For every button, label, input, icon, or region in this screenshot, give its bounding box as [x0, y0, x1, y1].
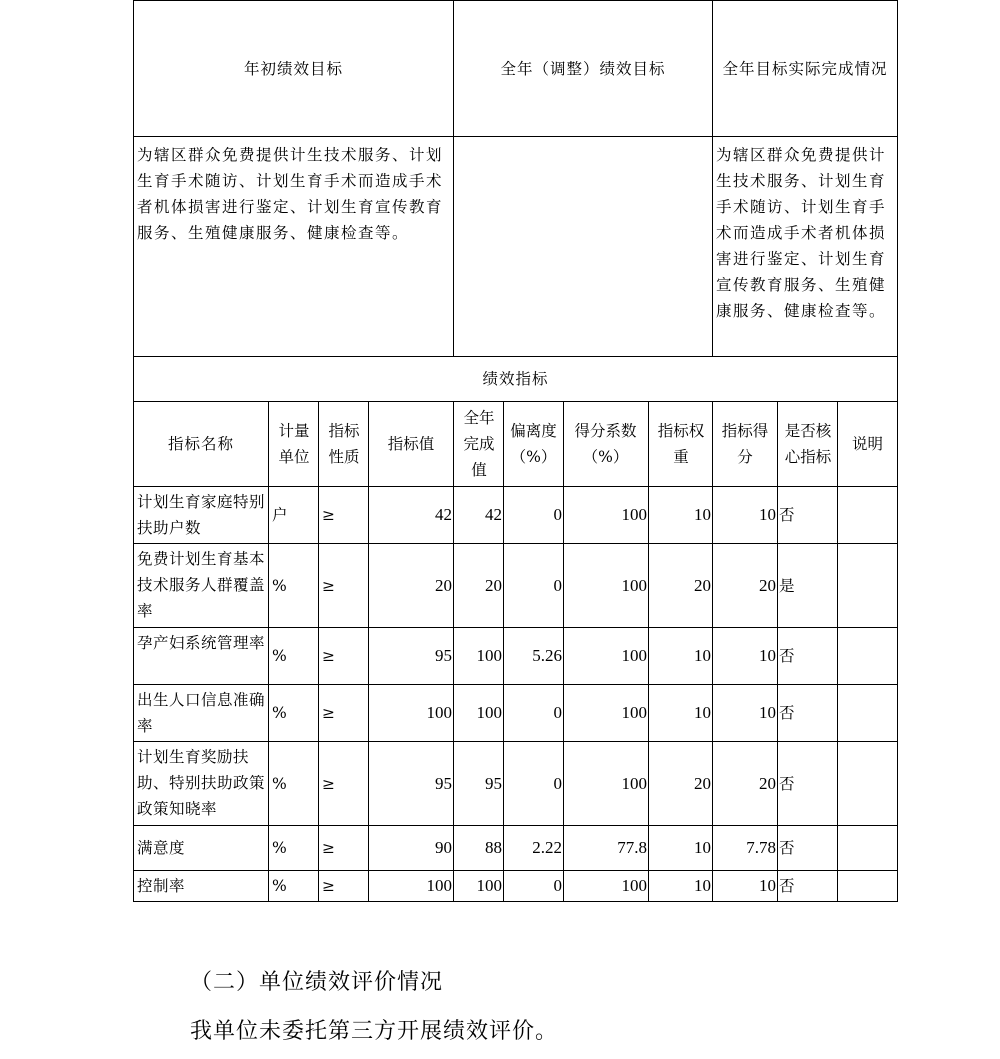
row-coefficient: 77.8 — [617, 838, 647, 857]
row-nature: ≥ — [322, 839, 335, 857]
row-unit: % — [272, 877, 287, 895]
row-score: 7.78 — [746, 838, 776, 857]
row-score: 10 — [759, 876, 776, 895]
row-weight: 10 — [694, 703, 711, 722]
row-coefficient: 100 — [621, 505, 647, 524]
row-target: 100 — [426, 876, 452, 895]
row-note — [838, 544, 897, 627]
row-actual: 100 — [476, 646, 502, 665]
row-unit: % — [272, 839, 287, 857]
row-target: 95 — [435, 773, 452, 793]
row-note — [838, 871, 897, 901]
row-weight: 20 — [694, 773, 711, 793]
row-deviation: 5.26 — [532, 646, 562, 665]
row-core: 否 — [779, 506, 795, 524]
row-core: 否 — [779, 647, 795, 665]
col-actual: 全年完成值 — [463, 409, 495, 479]
row-weight: 10 — [694, 505, 711, 524]
col-unit: 计量单位 — [278, 422, 310, 466]
row-name: 免费计划生育基本技术服务人群覆盖率 — [137, 550, 266, 620]
row-nature: ≥ — [322, 774, 335, 793]
row-deviation: 0 — [553, 876, 562, 895]
row-core: 否 — [779, 877, 795, 895]
row-core: 是 — [779, 576, 795, 595]
col-score: 指标得分 — [721, 422, 769, 466]
header-actual-completion: 全年目标实际完成情况 — [722, 59, 888, 78]
header-initial-goal: 年初绩效目标 — [243, 59, 343, 78]
row-target: 90 — [435, 838, 452, 857]
col-target: 指标值 — [387, 435, 435, 453]
row-score: 10 — [759, 646, 776, 665]
row-coefficient: 100 — [621, 773, 647, 793]
row-weight: 20 — [694, 575, 711, 595]
goal-adjusted-text — [454, 140, 712, 142]
row-name: 满意度 — [137, 839, 186, 857]
row-target: 42 — [435, 505, 452, 524]
row-deviation: 0 — [553, 703, 562, 722]
row-core: 否 — [779, 839, 795, 857]
row-unit: % — [272, 576, 287, 595]
row-target: 20 — [435, 575, 452, 595]
row-score: 20 — [759, 773, 776, 793]
row-name: 孕产妇系统管理率 — [137, 634, 266, 652]
row-actual: 100 — [476, 703, 502, 722]
col-nature: 指标性质 — [328, 422, 360, 466]
row-nature: ≥ — [322, 877, 335, 895]
row-deviation: 0 — [553, 505, 562, 524]
row-coefficient: 100 — [621, 703, 647, 722]
row-deviation: 2.22 — [532, 838, 562, 857]
row-target: 95 — [435, 646, 452, 665]
row-nature: ≥ — [322, 704, 335, 722]
row-actual: 88 — [485, 838, 502, 857]
row-weight: 10 — [694, 876, 711, 895]
row-core: 否 — [779, 704, 795, 722]
indicator-title: 绩效指标 — [482, 370, 549, 388]
col-core: 是否核心指标 — [784, 422, 832, 466]
row-deviation: 0 — [553, 575, 562, 595]
row-deviation: 0 — [553, 773, 562, 793]
col-deviation: 偏离度（%） — [510, 422, 557, 466]
row-core: 否 — [779, 774, 795, 793]
row-score: 20 — [759, 575, 776, 595]
col-note: 说明 — [851, 435, 883, 453]
col-coefficient: 得分系数（%） — [574, 422, 637, 466]
row-note — [838, 826, 897, 870]
col-weight: 指标权重 — [657, 422, 705, 466]
row-note — [838, 628, 897, 684]
row-actual: 20 — [485, 575, 502, 595]
row-name: 计划生育家庭特别扶助户数 — [137, 493, 266, 537]
row-unit: 户 — [272, 506, 288, 524]
row-actual: 100 — [476, 876, 502, 895]
row-target: 100 — [426, 703, 452, 722]
row-unit: % — [272, 774, 287, 793]
row-nature: ≥ — [322, 576, 335, 595]
row-coefficient: 100 — [621, 646, 647, 665]
row-unit: % — [272, 647, 287, 665]
goal-initial-text: 为辖区群众免费提供计生技术服务、计划生育手术随访、计划生育手术而造成手术者机体损害进行鉴定、计划生育宣传教育服务、生殖健康服务、健康检查等。 — [137, 146, 444, 242]
row-weight: 10 — [694, 838, 711, 857]
row-note — [838, 487, 897, 543]
section-paragraph: 我单位未委托第三方开展绩效评价。 — [190, 1019, 559, 1044]
col-name: 指标名称 — [167, 435, 234, 453]
row-actual: 95 — [485, 773, 502, 793]
section-heading: （二）单位绩效评价情况 — [190, 970, 444, 995]
row-weight: 10 — [694, 646, 711, 665]
header-adjusted-goal: 全年（调整）绩效目标 — [500, 59, 666, 78]
row-name: 控制率 — [137, 877, 186, 895]
row-nature: ≥ — [322, 506, 335, 524]
row-coefficient: 100 — [621, 575, 647, 595]
row-score: 10 — [759, 505, 776, 524]
row-actual: 42 — [485, 505, 502, 524]
row-note — [838, 742, 897, 825]
row-name: 计划生育奖励扶助、特别扶助政策政策知晓率 — [137, 748, 266, 818]
row-unit: % — [272, 704, 287, 722]
row-name: 出生人口信息准确率 — [137, 691, 266, 735]
row-score: 10 — [759, 703, 776, 722]
row-coefficient: 100 — [621, 876, 647, 895]
row-nature: ≥ — [322, 647, 335, 665]
row-note — [838, 685, 897, 741]
goal-actual-text: 为辖区群众免费提供计生技术服务、计划生育手术随访、计划生育手术而造成手术者机体损害进行鉴定、计划生育宣传教育服务、生殖健康服务、健康检查等。 — [716, 146, 887, 320]
